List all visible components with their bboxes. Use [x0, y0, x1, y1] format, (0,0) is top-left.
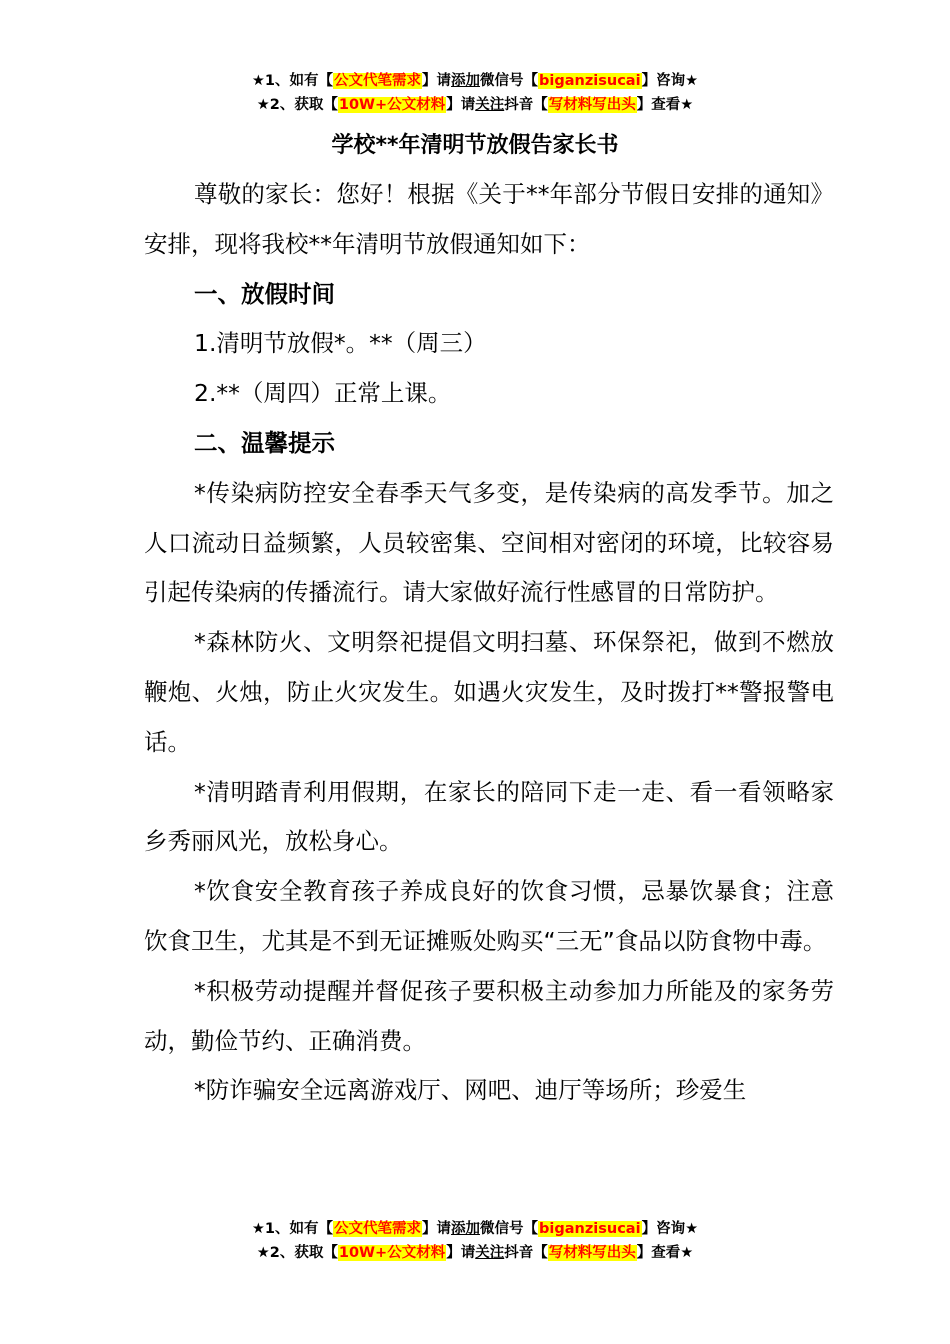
tip-disease-prevention: *传染病防控安全春季天气多变，是传染病的高发季节。加之人口流动日益频繁，人员较密集、空间相对密闭的环境，比较容易引起传染病的传播流行。请大家做好流行性感冒的日常防护。 — [144, 478, 834, 607]
document-body — [144, 170, 834, 1116]
banner-line-2: ★2、获取【10W+公文材料】请关注抖音【写材料写出头】查看★ — [256, 1245, 694, 1261]
banner-line-1: ★1、如有【公文代笔需求】请添加微信号【biganzisucai】咨询★ — [251, 73, 699, 89]
highlight-service: 公文代笔需求 — [334, 1221, 422, 1237]
document-title: 学校**年清明节放假告家长书 — [331, 133, 619, 158]
footer-banner — [0, 1217, 950, 1265]
highlight-douyin-account: 写材料写出头 — [548, 1245, 636, 1261]
section-heading-tips: 二、温馨提示 — [194, 428, 335, 457]
intro-paragraph: 尊敬的家长：您好！根据《关于**年部分节假日安排的通知》安排，现将我校**年清明节放假通知如下： — [144, 180, 834, 258]
section-heading-holiday-time: 一、放假时间 — [194, 279, 335, 308]
tip-fire-prevention: *森林防火、文明祭祀提倡文明扫墓、环保祭祀，做到不燃放鞭炮、火烛，防止火灾发生。如遇火灾发生，及时拨打**警报警电话。 — [144, 628, 834, 756]
banner-line-2: ★2、获取【10W+公文材料】请关注抖音【写材料写出头】查看★ — [256, 97, 694, 113]
highlight-materials: 10W+公文材料 — [338, 1245, 446, 1261]
holiday-item-1: 1.清明节放假*。**（周三） — [194, 329, 487, 358]
tip-labor: *积极劳动提醒并督促孩子要积极主动参加力所能及的家务劳动，勤俭节约、正确消费。 — [144, 976, 834, 1055]
tip-food-safety: *饮食安全教育孩子养成良好的饮食习惯，忌暴饮暴食；注意饮食卫生，尤其是不到无证摊贩处购买“三无”食品以防食物中毒。 — [144, 877, 834, 955]
highlight-wechat-id: biganzisucai — [539, 1221, 641, 1237]
tip-anti-fraud: *防诈骗安全远离游戏厅、网吧、迪厅等场所；珍爱生 — [194, 1076, 747, 1105]
highlight-wechat-id: biganzisucai — [539, 73, 641, 89]
tip-outing: *清明踏青利用假期，在家长的陪同下走一走、看一看领略家乡秀丽风光，放松身心。 — [144, 777, 834, 856]
header-banner — [0, 69, 950, 117]
highlight-materials: 10W+公文材料 — [338, 97, 446, 113]
holiday-item-2: 2.**（周四）正常上课。 — [194, 379, 452, 408]
highlight-douyin-account: 写材料写出头 — [548, 97, 636, 113]
highlight-service: 公文代笔需求 — [334, 73, 422, 89]
banner-line-1: ★1、如有【公文代笔需求】请添加微信号【biganzisucai】咨询★ — [251, 1221, 699, 1237]
